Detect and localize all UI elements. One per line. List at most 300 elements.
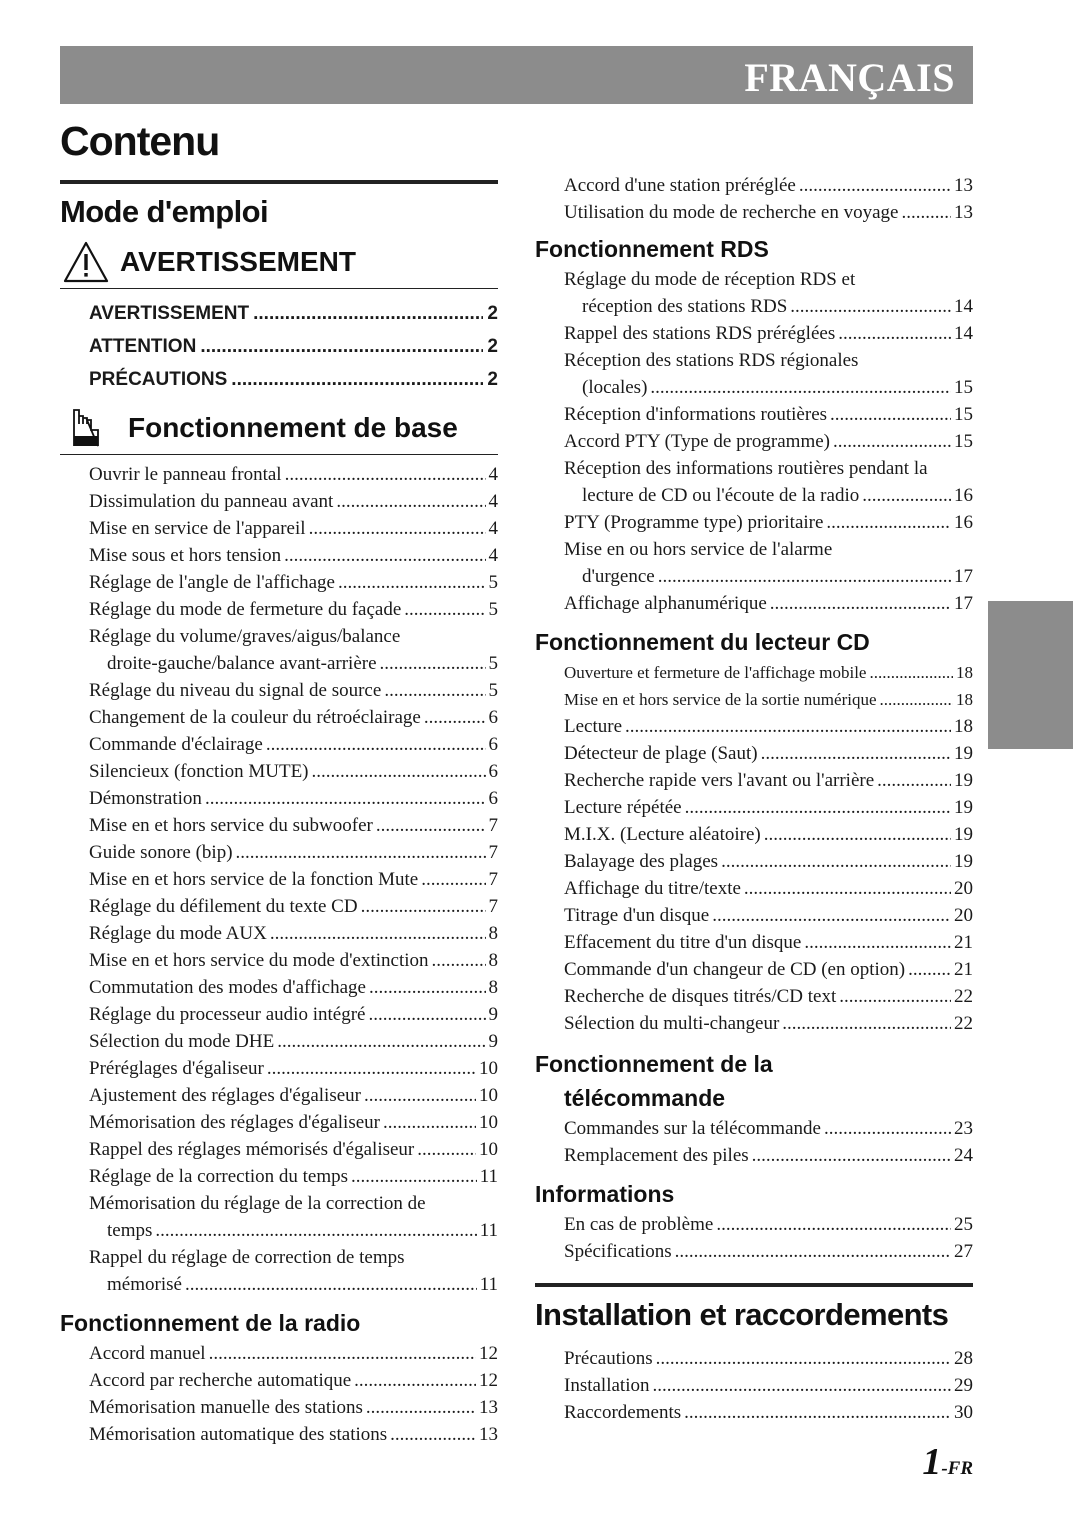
toc-entry-page: 14 bbox=[954, 323, 973, 344]
toc-entry-page: 22 bbox=[954, 1013, 973, 1034]
heading-radio: Fonctionnement de la radio bbox=[60, 1310, 361, 1336]
toc-leader-dots bbox=[862, 482, 951, 509]
toc-entry bbox=[564, 1372, 973, 1399]
toc-leader-dots bbox=[390, 1421, 476, 1448]
toc-leader-dots bbox=[383, 1109, 476, 1136]
toc-entry bbox=[89, 1163, 498, 1190]
toc-entry-page: 2 bbox=[487, 336, 498, 357]
toc-leader-dots bbox=[417, 1136, 476, 1163]
toc-leader-dots bbox=[366, 1394, 476, 1421]
toc-entry-title: Mémorisation manuelle des stations bbox=[89, 1397, 363, 1418]
toc-entry bbox=[89, 542, 498, 569]
toc-entry-title: réception des stations RDS bbox=[582, 296, 788, 317]
toc-entry-title: Détecteur de plage (Saut) bbox=[564, 743, 758, 764]
toc-entry bbox=[582, 374, 973, 401]
toc-entry-page: 18 bbox=[956, 663, 973, 682]
toc-leader-dots bbox=[752, 1142, 951, 1169]
toc-entry-title: Préréglages d'égaliseur bbox=[89, 1058, 264, 1079]
toc-entry bbox=[107, 1271, 498, 1298]
toc-entry bbox=[564, 1142, 973, 1169]
toc-leader-dots bbox=[277, 1028, 485, 1055]
toc-entry bbox=[89, 515, 498, 542]
toc-entry-page: 15 bbox=[954, 377, 973, 398]
toc-leader-dots bbox=[716, 1211, 951, 1238]
toc-entry-page: 13 bbox=[479, 1397, 498, 1418]
toc-leader-dots bbox=[652, 1372, 951, 1399]
toc-leader-dots bbox=[830, 401, 951, 428]
toc-entry-page: 24 bbox=[954, 1145, 973, 1166]
toc-entry-page: 2 bbox=[487, 303, 498, 324]
toc-entry-page: 7 bbox=[488, 842, 498, 863]
toc-entry-title: Réglage de l'angle de l'affichage bbox=[89, 572, 335, 593]
toc-entry-title: Ouvrir le panneau frontal bbox=[89, 464, 282, 485]
toc-entry bbox=[564, 821, 973, 848]
heading-warning bbox=[60, 236, 498, 289]
toc-leader-dots bbox=[338, 569, 486, 596]
language-banner bbox=[60, 46, 973, 104]
toc-leader-dots bbox=[721, 848, 951, 875]
toc-entry-page: 21 bbox=[954, 932, 973, 953]
toc-entry-title: Accord PTY (Type de programme) bbox=[564, 431, 830, 452]
toc-entry bbox=[564, 172, 973, 199]
toc-leader-dots bbox=[209, 1340, 476, 1367]
toc-leader-dots bbox=[839, 983, 951, 1010]
toc-entry-title: AVERTISSEMENT bbox=[89, 303, 250, 324]
toc-entry-title: Guide sonore (bip) bbox=[89, 842, 233, 863]
toc-entry bbox=[89, 1109, 498, 1136]
heading-mode-emploi: Mode d'emploi bbox=[60, 180, 498, 232]
toc-entry-page: 20 bbox=[954, 878, 973, 899]
toc-entry-line1: Réglage du volume/graves/aigus/balance bbox=[89, 626, 401, 647]
toc-entry-title: En cas de problème bbox=[564, 1214, 714, 1235]
toc-entry-title: mémorisé bbox=[107, 1274, 182, 1295]
toc-entry-title: Mise en et hors service du subwoofer bbox=[89, 815, 373, 836]
toc-entry bbox=[564, 956, 973, 983]
toc-entry bbox=[89, 1367, 498, 1394]
toc-entry bbox=[564, 1399, 973, 1426]
toc-entry-title: Installation bbox=[564, 1375, 650, 1396]
toc-entry bbox=[564, 428, 973, 455]
toc-entry-page: 19 bbox=[954, 770, 973, 791]
toc-entry bbox=[89, 704, 498, 731]
toc-leader-dots bbox=[877, 767, 951, 794]
toc-entry-page: 25 bbox=[954, 1214, 973, 1235]
toc-leader-dots bbox=[833, 428, 951, 455]
toc-entry-title: Remplacement des piles bbox=[564, 1145, 749, 1166]
toc-leader-dots bbox=[685, 794, 951, 821]
toc-entry-title: Lecture bbox=[564, 716, 623, 737]
toc-entry bbox=[89, 363, 498, 396]
toc-entry-page: 10 bbox=[479, 1139, 498, 1160]
toc-entry-title: lecture de CD ou l'écoute de la radio bbox=[582, 485, 860, 506]
toc-entry-title: Balayage des plages bbox=[564, 851, 719, 872]
toc-entry bbox=[564, 929, 973, 956]
warning-triangle-icon bbox=[62, 240, 110, 284]
toc-entry-title: Mise en et hors service de la sortie numérique bbox=[564, 690, 877, 709]
toc-entry-title: Ajustement des réglages d'égaliseur bbox=[89, 1085, 361, 1106]
toc-entry-title: Réglage du mode AUX bbox=[89, 923, 267, 944]
toc-leader-dots bbox=[384, 677, 485, 704]
page-number-suffix: -FR bbox=[941, 1458, 973, 1479]
toc-entry-line1: Mémorisation du réglage de la correction de bbox=[89, 1193, 426, 1214]
toc-entry-title: Lecture répétée bbox=[564, 797, 682, 818]
toc-leader-dots bbox=[231, 363, 483, 396]
toc-leader-dots bbox=[908, 956, 951, 983]
toc-entry-title: Réglage du mode de fermeture du façade bbox=[89, 599, 402, 620]
toc-entry bbox=[89, 1001, 498, 1028]
toc-entry-title: Précautions bbox=[564, 1348, 653, 1369]
toc-entry-page: 19 bbox=[954, 797, 973, 818]
toc-leader-dots bbox=[185, 1271, 477, 1298]
toc-entry-title: Utilisation du mode de recherche en voyage bbox=[564, 202, 899, 223]
toc-entry-page: 7 bbox=[488, 869, 498, 890]
toc-entry bbox=[89, 677, 498, 704]
toc-entry-title: PTY (Programme type) prioritaire bbox=[564, 512, 824, 533]
toc-leader-dots bbox=[368, 1001, 485, 1028]
toc-entry bbox=[564, 794, 973, 821]
toc-entry-title: Commandes sur la télécommande bbox=[564, 1118, 821, 1139]
toc-leader-dots bbox=[675, 1238, 951, 1265]
warning-list bbox=[60, 297, 498, 396]
toc-entry bbox=[564, 875, 973, 902]
toc-leader-dots bbox=[424, 704, 486, 731]
heading-remote-line2: télécommande bbox=[564, 1085, 726, 1111]
toc-entry bbox=[89, 461, 498, 488]
toc-entry-title: PRÉCAUTIONS bbox=[89, 369, 228, 390]
toc-entry-title: temps bbox=[107, 1220, 153, 1241]
toc-entry-page: 7 bbox=[488, 896, 498, 917]
toc-entry-title: ATTENTION bbox=[89, 336, 197, 357]
toc-entry-page: 8 bbox=[488, 950, 498, 971]
toc-entry bbox=[564, 713, 973, 740]
toc-entry bbox=[564, 1345, 973, 1372]
toc-entry bbox=[89, 866, 498, 893]
toc-entry-title: Réglage du processeur audio intégré bbox=[89, 1004, 366, 1025]
toc-entry bbox=[564, 767, 973, 794]
toc-entry bbox=[89, 1055, 498, 1082]
toc-entry-page: 8 bbox=[488, 923, 498, 944]
toc-entry-title: Recherche de disques titrés/CD text bbox=[564, 986, 837, 1007]
toc-entry-title: Mise en service de l'appareil bbox=[89, 518, 306, 539]
info-list bbox=[535, 1211, 973, 1265]
toc-entry-page: 17 bbox=[954, 566, 973, 587]
toc-entry-title: Effacement du titre d'un disque bbox=[564, 932, 802, 953]
toc-leader-dots bbox=[790, 293, 951, 320]
toc-leader-dots bbox=[650, 374, 951, 401]
toc-entry-page: 27 bbox=[954, 1241, 973, 1262]
toc-entry-title: Mise sous et hors tension bbox=[89, 545, 282, 566]
toc-entry-page: 15 bbox=[954, 404, 973, 425]
toc-leader-dots bbox=[200, 330, 483, 363]
heading-warning-label: AVERTISSEMENT bbox=[120, 246, 356, 277]
toc-entry-page: 12 bbox=[479, 1343, 498, 1364]
basic-operation-list bbox=[60, 461, 498, 1298]
toc-entry-page: 9 bbox=[488, 1004, 498, 1025]
toc-entry-page: 13 bbox=[954, 175, 973, 196]
toc-entry bbox=[89, 839, 498, 866]
toc-leader-dots bbox=[155, 1217, 476, 1244]
toc-entry bbox=[107, 1217, 498, 1244]
toc-entry-title: Accord manuel bbox=[89, 1343, 206, 1364]
hand-pointer-icon bbox=[70, 406, 104, 450]
toc-entry-page: 6 bbox=[488, 734, 498, 755]
toc-entry-title: Spécifications bbox=[564, 1241, 672, 1262]
rds-list bbox=[535, 266, 973, 617]
toc-entry-title: Accord d'une station préréglée bbox=[564, 175, 796, 196]
toc-entry-title: Affichage alphanumérique bbox=[564, 593, 767, 614]
toc-entry-title: Réception d'informations routières bbox=[564, 404, 828, 425]
toc-entry bbox=[89, 569, 498, 596]
toc-entry bbox=[564, 1010, 973, 1037]
toc-entry-title: droite-gauche/balance avant-arrière bbox=[107, 653, 377, 674]
heading-cd: Fonctionnement du lecteur CD bbox=[535, 629, 870, 655]
toc-entry-page: 19 bbox=[954, 824, 973, 845]
toc-entry-title: Mémorisation automatique des stations bbox=[89, 1424, 388, 1445]
toc-entry-title: Démonstration bbox=[89, 788, 202, 809]
toc-leader-dots bbox=[712, 902, 951, 929]
toc-entry bbox=[564, 659, 973, 686]
toc-entry bbox=[89, 920, 498, 947]
toc-entry-page: 11 bbox=[479, 1166, 498, 1187]
toc-leader-dots bbox=[902, 199, 952, 226]
toc-entry-page: 22 bbox=[954, 986, 973, 1007]
toc-leader-dots bbox=[205, 785, 486, 812]
toc-entry-page: 28 bbox=[954, 1348, 973, 1369]
toc-leader-dots bbox=[770, 590, 951, 617]
toc-entry-title: Réglage du défilement du texte CD bbox=[89, 896, 358, 917]
toc-entry-page: 16 bbox=[954, 512, 973, 533]
toc-leader-dots bbox=[267, 1055, 476, 1082]
toc-leader-dots bbox=[354, 1367, 476, 1394]
toc-leader-dots bbox=[421, 866, 485, 893]
toc-leader-dots bbox=[826, 509, 951, 536]
toc-entry bbox=[564, 902, 973, 929]
toc-entry-page: 4 bbox=[488, 491, 498, 512]
toc-entry-page: 13 bbox=[954, 202, 973, 223]
toc-entry bbox=[564, 983, 973, 1010]
toc-entry-page: 16 bbox=[954, 485, 973, 506]
toc-entry bbox=[89, 1421, 498, 1448]
page-title: Contenu bbox=[60, 118, 220, 164]
toc-leader-dots bbox=[270, 920, 486, 947]
toc-entry-page: 5 bbox=[488, 599, 498, 620]
toc-leader-dots bbox=[880, 686, 953, 713]
toc-entry-page: 4 bbox=[488, 518, 498, 539]
toc-entry-page: 29 bbox=[954, 1375, 973, 1396]
toc-entry bbox=[564, 1211, 973, 1238]
toc-leader-dots bbox=[369, 974, 486, 1001]
toc-entry-page: 5 bbox=[488, 572, 498, 593]
toc-entry-page: 11 bbox=[479, 1220, 498, 1241]
toc-entry bbox=[564, 848, 973, 875]
toc-entry-title: Rappel des réglages mémorisés d'égaliseur bbox=[89, 1139, 415, 1160]
radio-list bbox=[60, 1340, 498, 1448]
toc-entry-page: 4 bbox=[488, 545, 498, 566]
toc-entry-page: 10 bbox=[479, 1058, 498, 1079]
toc-entry-page: 18 bbox=[954, 716, 973, 737]
toc-leader-dots bbox=[285, 461, 486, 488]
toc-entry bbox=[107, 650, 498, 677]
toc-leader-dots bbox=[284, 542, 485, 569]
toc-entry-page: 14 bbox=[954, 296, 973, 317]
toc-entry-page: 8 bbox=[488, 977, 498, 998]
heading-basic-operation bbox=[60, 402, 498, 455]
toc-leader-dots bbox=[656, 1345, 951, 1372]
toc-entry-page: 4 bbox=[488, 464, 498, 485]
toc-entry-title: Dissimulation du panneau avant bbox=[89, 491, 334, 512]
toc-left-column bbox=[60, 180, 498, 1448]
toc-leader-dots bbox=[236, 839, 486, 866]
toc-leader-dots bbox=[364, 1082, 476, 1109]
toc-entry-page: 30 bbox=[954, 1402, 973, 1423]
toc-entry-page: 6 bbox=[488, 707, 498, 728]
toc-entry-line1: Réception des stations RDS régionales bbox=[564, 350, 859, 371]
heading-installation: Installation et raccordements bbox=[535, 1283, 973, 1335]
toc-leader-dots bbox=[761, 740, 951, 767]
toc-entry-title: Réglage de la correction du temps bbox=[89, 1166, 349, 1187]
toc-entry bbox=[582, 293, 973, 320]
toc-entry bbox=[89, 785, 498, 812]
toc-entry-page: 6 bbox=[488, 788, 498, 809]
toc-entry-title: Mise en et hors service de la fonction Mute bbox=[89, 869, 419, 890]
toc-entry bbox=[89, 947, 498, 974]
toc-entry-page: 23 bbox=[954, 1118, 973, 1139]
toc-entry-page: 7 bbox=[488, 815, 498, 836]
toc-leader-dots bbox=[432, 947, 486, 974]
toc-entry-page: 15 bbox=[954, 431, 973, 452]
toc-entry-title: Commande d'un changeur de CD (en option) bbox=[564, 959, 906, 980]
toc-entry bbox=[89, 596, 498, 623]
toc-entry-title: Mémorisation des réglages d'égaliseur bbox=[89, 1112, 380, 1133]
toc-entry-title: Sélection du mode DHE bbox=[89, 1031, 275, 1052]
toc-leader-dots bbox=[351, 1163, 477, 1190]
toc-leader-dots bbox=[361, 893, 486, 920]
page-number-value: 1 bbox=[922, 1441, 942, 1483]
toc-entry-line1: Réception des informations routières pendant la bbox=[564, 458, 928, 479]
toc-entry-title: Mise en et hors service du mode d'extinction bbox=[89, 950, 429, 971]
toc-entry-page: 10 bbox=[479, 1085, 498, 1106]
toc-leader-dots bbox=[380, 650, 486, 677]
toc-entry-title: Sélection du multi-changeur bbox=[564, 1013, 780, 1034]
cd-list bbox=[535, 659, 973, 1037]
toc-entry bbox=[89, 1082, 498, 1109]
toc-leader-dots bbox=[253, 297, 483, 330]
heading-remote-line1: Fonctionnement de la bbox=[535, 1051, 773, 1077]
page-number bbox=[922, 1440, 973, 1484]
toc-entry-page: 12 bbox=[479, 1370, 498, 1391]
toc-entry-page: 2 bbox=[487, 369, 498, 390]
toc-entry-page: 17 bbox=[954, 593, 973, 614]
toc-leader-dots bbox=[782, 1010, 951, 1037]
toc-entry-title: Réglage du niveau du signal de source bbox=[89, 680, 382, 701]
remote-list bbox=[535, 1115, 973, 1169]
toc-entry-page: 19 bbox=[954, 851, 973, 872]
heading-info: Informations bbox=[535, 1181, 675, 1207]
toc-entry-page: 5 bbox=[488, 680, 498, 701]
toc-leader-dots bbox=[838, 320, 951, 347]
toc-entry bbox=[89, 488, 498, 515]
toc-entry-page: 9 bbox=[488, 1031, 498, 1052]
toc-leader-dots bbox=[764, 821, 951, 848]
toc-leader-dots bbox=[684, 1399, 951, 1426]
toc-entry-title: Commutation des modes d'affichage bbox=[89, 977, 366, 998]
toc-entry-title: Silencieux (fonction MUTE) bbox=[89, 761, 309, 782]
toc-entry bbox=[564, 686, 973, 713]
toc-entry-page: 5 bbox=[488, 653, 498, 674]
section-side-tab bbox=[988, 601, 1073, 749]
toc-entry bbox=[89, 297, 498, 330]
toc-entry-page: 21 bbox=[954, 959, 973, 980]
toc-entry-title: Commande d'éclairage bbox=[89, 734, 263, 755]
toc-leader-dots bbox=[804, 929, 951, 956]
toc-entry-title: Affichage du titre/texte bbox=[564, 878, 741, 899]
toc-entry-page: 18 bbox=[956, 690, 973, 709]
toc-leader-dots bbox=[404, 596, 485, 623]
toc-entry-line1: Rappel du réglage de correction de temps bbox=[89, 1247, 405, 1268]
toc-entry-title: M.I.X. (Lecture aléatoire) bbox=[564, 824, 761, 845]
toc-entry bbox=[89, 812, 498, 839]
toc-entry bbox=[89, 1136, 498, 1163]
toc-entry bbox=[89, 1028, 498, 1055]
toc-entry bbox=[89, 974, 498, 1001]
toc-leader-dots bbox=[309, 515, 486, 542]
toc-entry-title: d'urgence bbox=[582, 566, 655, 587]
toc-entry bbox=[89, 1340, 498, 1367]
toc-leader-dots bbox=[658, 563, 951, 590]
toc-entry-page: 13 bbox=[479, 1424, 498, 1445]
toc-leader-dots bbox=[336, 488, 485, 515]
toc-leader-dots bbox=[824, 1115, 951, 1142]
toc-entry bbox=[89, 731, 498, 758]
toc-entry bbox=[564, 199, 973, 226]
heading-rds: Fonctionnement RDS bbox=[535, 236, 769, 262]
toc-entry-title: Ouverture et fermeture de l'affichage mobile bbox=[564, 663, 867, 682]
toc-entry-page: 6 bbox=[488, 761, 498, 782]
toc-entry-title: Raccordements bbox=[564, 1402, 682, 1423]
toc-leader-dots bbox=[744, 875, 951, 902]
toc-entry bbox=[564, 401, 973, 428]
toc-entry-page: 11 bbox=[479, 1274, 498, 1295]
radio-list-continued bbox=[535, 172, 973, 226]
installation-list bbox=[535, 1345, 973, 1426]
toc-entry bbox=[89, 758, 498, 785]
toc-entry bbox=[89, 1394, 498, 1421]
toc-entry-line1: Mise en ou hors service de l'alarme bbox=[564, 539, 833, 560]
toc-entry-page: 19 bbox=[954, 743, 973, 764]
toc-right-column bbox=[535, 172, 973, 1426]
toc-leader-dots bbox=[869, 659, 953, 686]
heading-basic-operation-label: Fonctionnement de base bbox=[128, 412, 458, 443]
toc-entry-page: 20 bbox=[954, 905, 973, 926]
toc-entry bbox=[564, 1115, 973, 1142]
toc-entry bbox=[564, 1238, 973, 1265]
language-label: FRANÇAIS bbox=[744, 55, 955, 100]
toc-entry bbox=[564, 320, 973, 347]
toc-entry-title: (locales) bbox=[582, 377, 648, 398]
toc-entry-title: Rappel des stations RDS préréglées bbox=[564, 323, 836, 344]
toc-entry-title: Accord par recherche automatique bbox=[89, 1370, 352, 1391]
toc-entry bbox=[582, 482, 973, 509]
toc-entry bbox=[89, 893, 498, 920]
toc-entry bbox=[582, 563, 973, 590]
toc-leader-dots bbox=[266, 731, 486, 758]
toc-entry-page: 10 bbox=[479, 1112, 498, 1133]
toc-entry-title: Changement de la couleur du rétroéclairage bbox=[89, 707, 421, 728]
toc-entry-line1: Réglage du mode de réception RDS et bbox=[564, 269, 856, 290]
toc-entry-title: Recherche rapide vers l'avant ou l'arrière bbox=[564, 770, 875, 791]
toc-entry bbox=[89, 330, 498, 363]
toc-leader-dots bbox=[625, 713, 951, 740]
